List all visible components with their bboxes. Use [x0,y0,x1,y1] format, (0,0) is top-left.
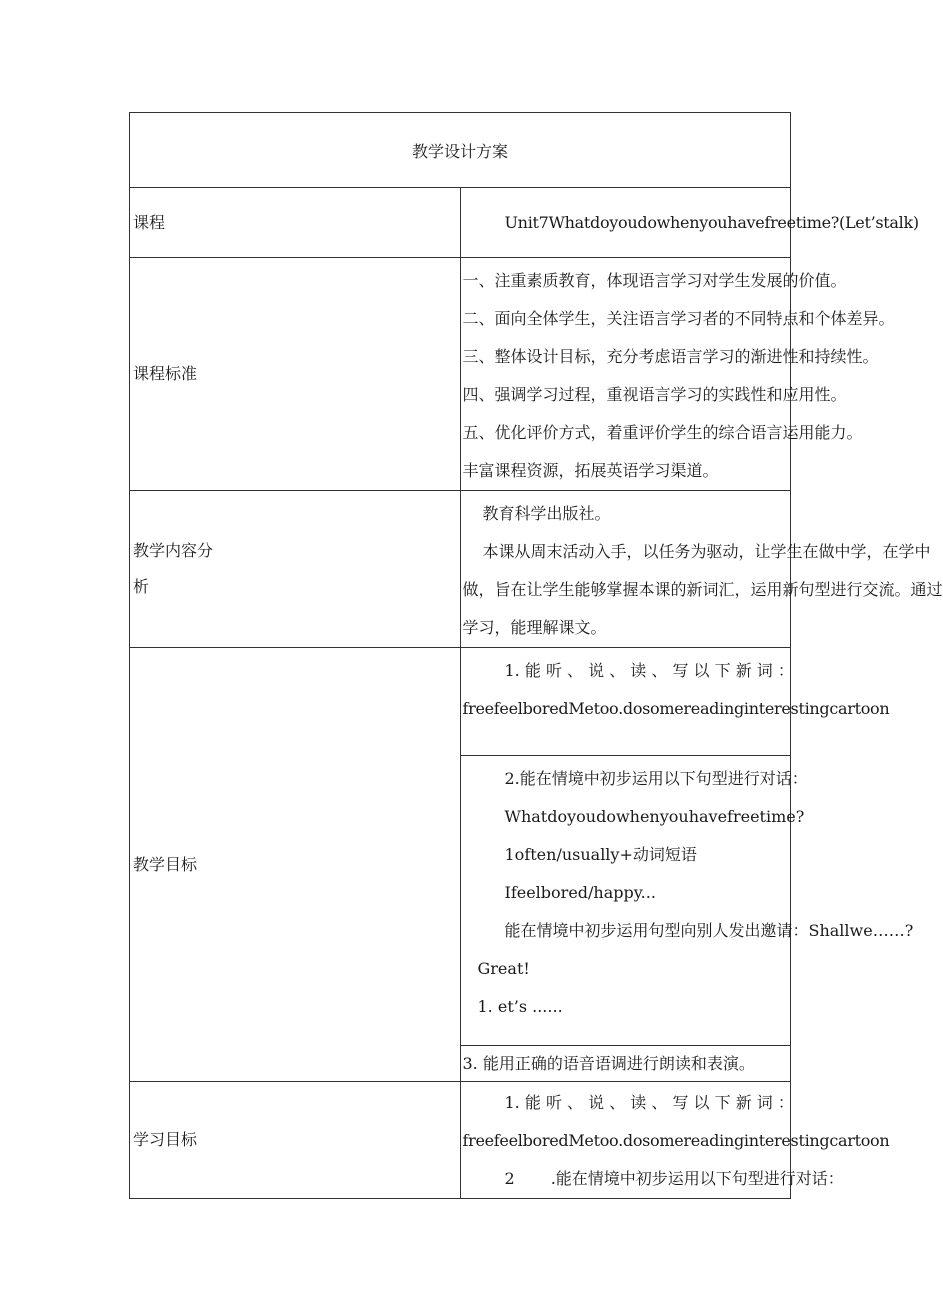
content-analysis-cell [460,491,943,648]
content-analysis-line: 本课从周末活动入手，以任务为驱动，让学生在做中学，在学中 [482,542,931,561]
document-title: 教学设计方案 [411,141,508,161]
content-analysis-label-cell [130,491,461,648]
learning-goals-cell [460,1082,890,1199]
content-analysis-line: 学习，能理解课文。 [462,618,607,637]
teaching-goal-3-cell [460,1046,791,1082]
content-analysis-line: 做，旨在让学生能够掌握本课的新词汇，运用新句型进行交流。通过 [462,580,943,599]
teaching-goal-2-line: 1. et’s ...... [477,997,563,1016]
teaching-goal-2-cell [460,756,914,1046]
content-analysis-label-line1: 教学内容分 [133,541,214,560]
teaching-goal-2-line: Whatdoyoudowhenyouhavefreetime? [504,807,805,826]
learning-goal-line: 1. 能 听 、 说 、 读 、 写 以 下 新 词 ： [504,1093,794,1112]
standard-item: 三、整体设计目标，充分考虑语言学习的渐进性和持续性。 [462,347,879,366]
teaching-goal-3-text: 3. 能用正确的语音语调进行朗读和表演。 [462,1053,755,1073]
teaching-goals-label: 教学目标 [133,854,198,874]
standard-item: 一、注重素质教育，体现语言学习对学生发展的价值。 [462,271,847,290]
learning-goal-2-number: 2 [504,1169,515,1188]
standard-item: 五、优化评价方式，着重评价学生的综合语言运用能力。 [462,423,863,442]
teaching-goals-label-cell [130,648,461,1082]
content-analysis-label-line2: 析 [133,577,150,596]
learning-goals-label-cell [130,1082,461,1199]
standards-content-cell [460,258,895,491]
document-title-cell [130,113,791,188]
teaching-goal-2-line: Ifeelbored/happy... [504,883,656,902]
teaching-goal-1-text: 1. 能 听 、 说 、 读 、 写 以 下 新 词 ： [504,661,794,680]
standards-label: 课程标准 [133,364,198,383]
course-value-cell [460,188,919,258]
standard-item: 丰富课程资源，拓展英语学习渠道。 [462,461,719,480]
learning-goal-2-text: .能在情境中初步运用以下句型进行对话： [550,1169,844,1188]
teaching-goal-2-line: 能在情境中初步运用句型向别人发出邀请：Shallwe……? [504,921,914,940]
teaching-goal-2-line: 2.能在情境中初步运用以下句型进行对话： [504,769,808,788]
standard-item: 四、强调学习过程，重视语言学习的实践性和应用性。 [462,385,847,404]
learning-goal-words: freefeelboredMetoo.dosomereadinginterestingcartoon [462,1131,890,1150]
learning-goals-label: 学习目标 [133,1130,198,1149]
standard-item: 二、面向全体学生，关注语言学习者的不同特点和个体差异。 [462,309,895,328]
standards-label-cell [130,258,461,491]
lesson-plan-table [129,112,943,1199]
teaching-goal-1-words: freefeelboredMetoo.dosomereadinginterestingcartoon [462,699,890,718]
learning-goal-line [461,1160,844,1198]
course-title: Unit7Whatdoyoudowhenyouhavefreetime?(Let’stalk) [504,212,919,232]
course-label-cell [130,188,461,258]
teaching-goal-1-cell [460,648,890,756]
teaching-goal-2-line: 1often/usually+动词短语 [504,845,697,864]
teaching-goal-2-line: Great! [477,959,530,978]
course-label: 课程 [133,212,166,232]
content-analysis-line: 教育科学出版社。 [482,504,611,523]
